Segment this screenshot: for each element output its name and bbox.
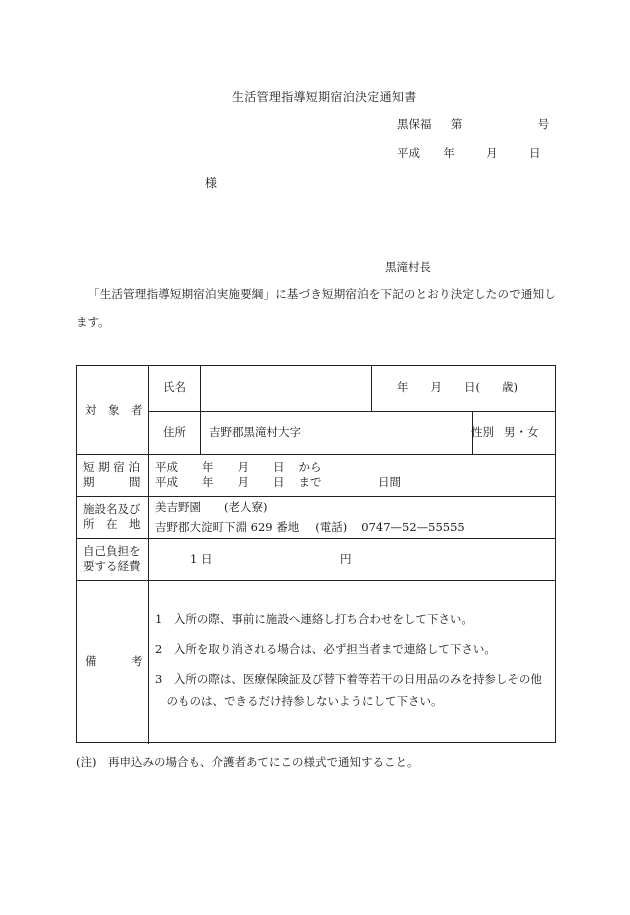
date-era: 平成	[397, 146, 420, 160]
period-from	[155, 462, 322, 474]
facility-address-line	[155, 522, 465, 534]
remark-item: のものは、できるだけ持参しないようにして下さい。	[155, 694, 443, 708]
reference-number	[397, 119, 549, 131]
cost-yen: 円	[340, 552, 352, 566]
period-label-line1: 短 期 宿 泊	[83, 460, 140, 474]
from-year: 年	[202, 460, 214, 474]
gender-field	[471, 427, 539, 439]
from-day: 日	[273, 460, 285, 474]
birth-day: 日(	[464, 380, 480, 394]
remark-item: 3 入所の際は、医療保険証及び替下着等若干の日用品のみを持参しその他	[155, 672, 542, 686]
reference-gou: 号	[537, 117, 550, 131]
body-text-line2: ます。	[76, 315, 110, 329]
issue-date	[397, 148, 540, 160]
target-label: 対 象 者	[85, 403, 143, 417]
date-month: 月	[486, 146, 498, 160]
date-year: 年	[443, 146, 455, 160]
to-era: 平成	[155, 475, 178, 489]
remarks-label: 備 考	[85, 654, 143, 668]
to-month: 月	[237, 475, 249, 489]
birth-year: 年	[397, 380, 409, 394]
to-suffix: まで	[298, 475, 322, 489]
age: 歳)	[502, 380, 518, 394]
period-to	[155, 477, 322, 489]
cost-label-line1: 自己負担を	[83, 544, 141, 558]
to-year: 年	[202, 475, 214, 489]
gender-label: 性別	[471, 425, 494, 439]
addressee-suffix: 様	[205, 176, 218, 190]
detail-table	[76, 365, 556, 743]
footnote: (注) 再申込みの場合も、介護者あてにこの様式で通知すること。	[76, 755, 419, 769]
body-text-line1: 「生活管理指導短期宿泊実施要綱」に基づき短期宿泊を下記のとおり決定したので通知し	[88, 287, 556, 301]
days-label: 日間	[378, 475, 401, 489]
reference-dai: 第	[450, 117, 463, 131]
phone-label: (電話)	[315, 520, 348, 534]
phone-number: 0747—52—55555	[361, 520, 465, 534]
reference-office: 黒保福	[397, 117, 432, 131]
period-label-line2: 期 間	[83, 475, 141, 489]
address-value: 吉野郡黒滝村大字	[209, 425, 301, 439]
name-label: 氏名	[163, 380, 186, 394]
document-title: 生活管理指導短期宿泊決定通知書	[232, 90, 417, 104]
date-day: 日	[528, 146, 541, 160]
facility-name: 美吉野園 (老人寮)	[155, 500, 268, 514]
to-day: 日	[273, 475, 285, 489]
issuer-name: 黒滝村長	[385, 260, 431, 274]
address-label: 住所	[163, 425, 186, 439]
cost-per-day: 1 日	[190, 552, 213, 566]
gender-value: 男・女	[504, 425, 539, 439]
from-era: 平成	[155, 460, 178, 474]
from-month: 月	[237, 460, 249, 474]
remark-item: 1 入所の際、事前に施設へ連絡し打ち合わせをして下さい。	[155, 612, 473, 626]
facility-label-line2: 所 在 地	[83, 517, 141, 531]
facility-address: 吉野郡大淀町下淵 629 番地	[155, 520, 300, 534]
birth-month: 月	[430, 380, 442, 394]
from-suffix: から	[298, 460, 322, 474]
facility-label-line1: 施設名及び	[83, 502, 141, 516]
remark-item: 2 入所を取り消される場合は、必ず担当者まで連絡して下さい。	[155, 642, 496, 656]
birth-date	[397, 382, 518, 394]
cost-label-line2: 要する経費	[83, 559, 141, 573]
